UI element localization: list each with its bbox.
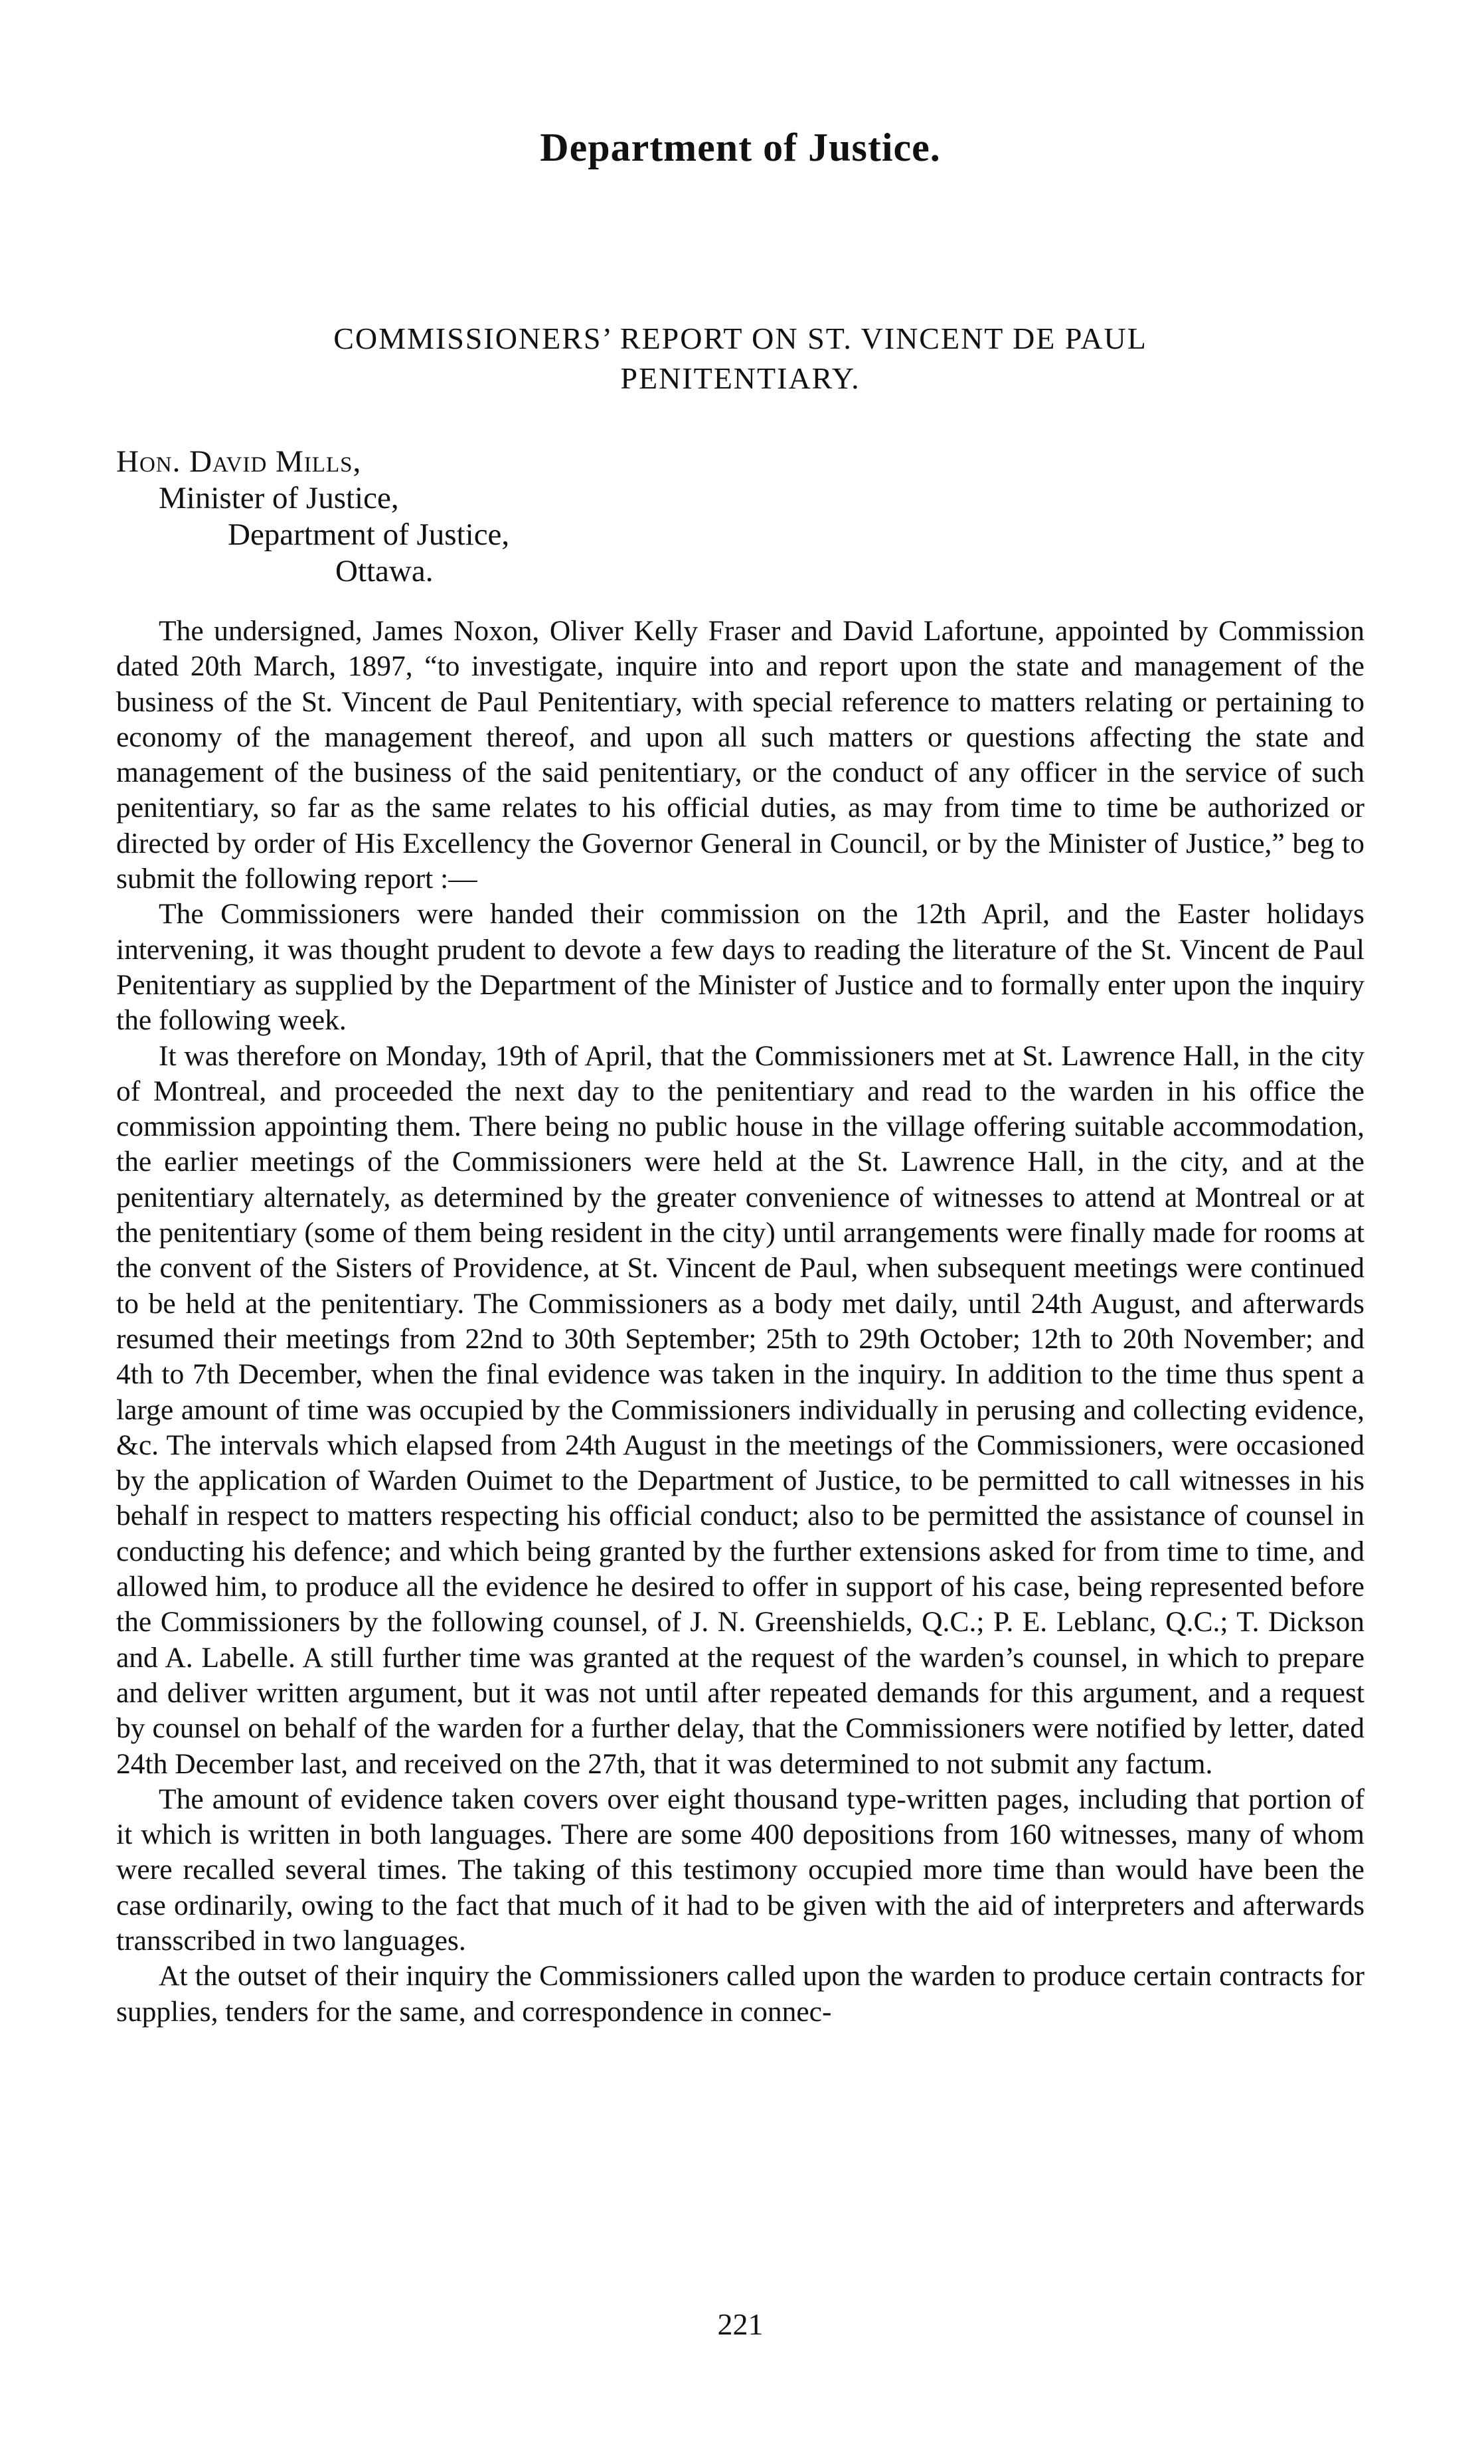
paragraph: At the outset of their inquiry the Commissioners called upon the warden to produce certain contracts for supplies, tenders for the same, and correspondence in connec- [116,1960,1364,2028]
addressee-department: Department of Justice, [228,517,510,552]
paragraph: The undersigned, James Noxon, Oliver Kelly Fraser and David Lafortune, appointed by Commission dated 20th March, 1897, “to investigate, inquire into and report upon the state and management of the business of the St. Vincent de Paul Penitentiary, with special reference to matters relating or pertaining to economy of the management thereof, and upon all such matters or questions affecting the state and management of the business of the said penitentiary, or the conduct of any officer in the service of such penitentiary, so far as the same relates to his official duties, as may from time to time be authorized or directed by order of His Excellency the Governor General in Council, or by the Minister of Justice,” beg to submit the following report :— [116,615,1364,895]
department-heading: Department of Justice. [540,126,941,169]
page-number: 221 [717,2307,764,2341]
address-block [116,444,509,590]
report-body [116,614,1364,2030]
report-title-line-2: PENITENTIARY. [620,361,861,395]
report-title-line-1: COMMISSIONERS’ REPORT ON ST. VINCENT DE PAUL [333,321,1147,355]
addressee-title: Minister of Justice, [159,481,399,515]
paragraph: It was therefore on Monday, 19th of April, that the Commissioners met at St. Lawrence Hall, in the city of Montreal, and proceeded the next day to the penitentiary and read to the warden in his office the commission appointing them. There being no public house in the village offering suitable accommodation, the earlier meetings of the Commissioners were held at the St. Lawrence Hall, in the city, and at the penitentiary alternately, as determined by the greater convenience of witnesses to attend at Montreal or at the penitentiary (some of them being resident in the city) until arrangements were finally made for rooms at the convent of the Sisters of Providence, at St. Vincent de Paul, when subsequent meetings were continued to be held at the penitentiary. The Commissioners as a body met daily, until 24th August, and afterwards resumed their meetings from 22nd to 30th September; 25th to 29th October; 12th to 20th November; and 4th to 7th December, when the final evidence was taken in the inquiry. In addition to the time thus spent a large amount of time was occupied by the Commissioners individually in perusing and collecting evidence, &c. The intervals which elapsed from 24th August in the meetings of the Commissioners, were occasioned by the application of Warden Ouimet to the Department of Justice, to be permitted to call witnesses in his behalf in respect to matters respecting his official conduct; also to be permitted the assistance of counsel in conducting his defence; and which being granted by the further extensions asked for from time to time, and allowed him, to produce all the evidence he desired to offer in support of his case, being represented before the Commissioners by the following counsel, of J. N. Greenshields, Q.C.; P. E. Leblanc, Q.C.; T. Dickson and A. Labelle. A still further time was granted at the request of the warden’s counsel, in which to prepare and deliver written argument, but it was not until after repeated demands for this argument, and a request by counsel on behalf of the warden for a further delay, that the Commissioners were notified by letter, dated 24th December last, and received on the 27th, that it was determined to not submit any factum. [116,1039,1364,1780]
report-title [116,319,1364,398]
addressee-city: Ottawa. [335,554,434,588]
paragraph: The Commissioners were handed their commission on the 12th April, and the Easter holidays intervening, it was thought prudent to devote a few days to reading the literature of the St. Vincent de Paul Penitentiary as supplied by the Department of the Minister of Justice and to formally enter upon the inquiry the following week. [116,898,1364,1037]
addressee-name: Hon. David Mills, [116,444,362,479]
paragraph: The amount of evidence taken covers over eight thousand type-written pages, including that portion of it which is written in both languages. There are some 400 depositions from 160 witnesses, many of whom were recalled several times. The taking of this testimony occupied more time than would have been the case ordinarily, owing to the fact that much of it had to be given with the aid of interpreters and afterwards transscribed in two languages. [116,1783,1364,1957]
